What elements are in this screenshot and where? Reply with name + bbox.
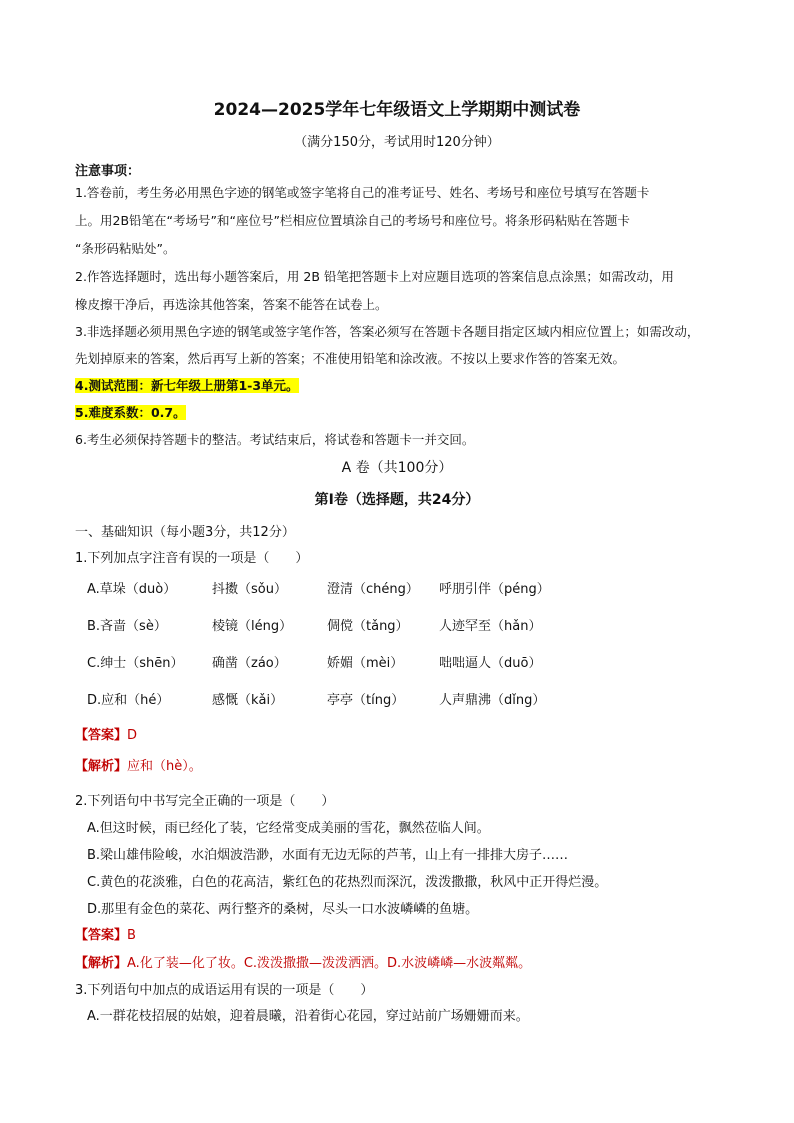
- option-item: A.草垛（duò）: [87, 582, 177, 597]
- note-1-line-2: 上。用2B铅笔在“考场号”和“座位号”栏相应位置填涂自己的考场号和座位号。将条形码粘贴在答题卡: [75, 213, 630, 228]
- note-1-line-3: “条形码粘贴处”。: [75, 241, 176, 256]
- option-item: 呼朋引伴（péng）: [439, 582, 550, 597]
- question-2-analysis: [75, 952, 531, 971]
- question-2-option-a: A.但这时候，雨已经化了装，它经常变成美丽的雪花，飘然莅临人间。: [87, 821, 490, 836]
- option-item: D.应和（hé）: [87, 693, 170, 708]
- note-6: 6.考生必须保持答题卡的整洁。考试结束后，将试卷和答题卡一并交回。: [75, 432, 475, 447]
- question-2-option-b: B.梁山雄伟险峻，水泊烟波浩渺，水面有无边无际的芦苇，山上有一排排大房子……: [87, 848, 569, 863]
- option-item: 人声鼎沸（dǐng）: [439, 693, 546, 708]
- note-3-line-2: 先划掉原来的答案，然后再写上新的答案；不准使用铅笔和涂改液。不按以上要求作答的答案无效。: [75, 351, 626, 366]
- answer-tag: 【答案】: [75, 928, 128, 943]
- note-1-line-1: 1.答卷前，考生务必用黑色字迹的钢笔或签字笔将自己的准考证号、姓名、考场号和座位号填写在答题卡: [75, 185, 650, 200]
- section-1-heading: 一、基础知识（每小题3分，共12分）: [75, 525, 295, 540]
- option-item: 澄清（chéng）: [327, 582, 419, 597]
- analysis-tag: 【解析】: [75, 956, 128, 971]
- volume-a-heading: A 卷（共100分）: [341, 460, 453, 476]
- note-4-wrap: [75, 372, 723, 400]
- analysis-tag: 【解析】: [75, 759, 128, 774]
- question-1-analysis: [75, 755, 202, 774]
- option-item: 感慨（kǎi）: [212, 693, 284, 708]
- answer-tag: 【答案】: [75, 728, 128, 743]
- option-item: 棱镜（léng）: [212, 619, 293, 634]
- note-2-line-2: 橡皮擦干净后，再选涂其他答案，答案不能答在试卷上。: [75, 297, 388, 312]
- option-item: 咄咄逼人（duō）: [439, 656, 542, 671]
- question-2-option-c: C.黄色的花淡雅，白色的花高洁，紫红色的花热烈而深沉，泼泼撒撒，秋风中正开得烂漫。: [87, 875, 608, 890]
- notes-heading: 注意事项：: [75, 164, 141, 179]
- answer-value: D: [127, 728, 138, 743]
- question-2-answer: [75, 924, 136, 943]
- option-item: 亭亭（tíng）: [327, 693, 405, 708]
- question-3-option-a: A.一群花枝招展的姑娘，迎着晨曦，沿着街心花园，穿过站前广场姗姗而来。: [87, 1009, 529, 1024]
- question-3-stem: 3.下列语句中加点的成语运用有误的一项是（ ）: [75, 983, 374, 998]
- analysis-text: A.化了装—化了妆。C.泼泼撒撒—泼泼洒洒。D.水波嶙嶙—水波粼粼。: [127, 956, 532, 971]
- part-1-heading: 第Ⅰ卷（选择题，共24分）: [314, 492, 480, 508]
- option-item: C.绅士（shēn）: [87, 656, 184, 671]
- note-4-highlight: 4.测试范围：新七年级上册第1-3单元。: [75, 378, 299, 393]
- option-item: 确凿（záo）: [212, 656, 287, 671]
- note-2-line-1: 2.作答选择题时，选出每小题答案后，用 2B 铅笔把答题卡上对应题目选项的答案信息点涂黑；如需改动，用: [75, 269, 674, 284]
- exam-subtitle: （满分150分，考试用时120分钟）: [294, 135, 500, 150]
- question-2-option-d: D.那里有金色的菜花、两行整齐的桑树，尽头一口水波嶙嶙的鱼塘。: [87, 902, 479, 917]
- analysis-text: 应和（hè）。: [127, 759, 202, 774]
- answer-value: B: [127, 928, 136, 943]
- option-item: 抖擞（sǒu）: [212, 582, 287, 597]
- option-item: 倜傥（tǎng）: [327, 619, 409, 634]
- question-1-stem: 1.下列加点字注音有误的一项是（ ）: [75, 551, 309, 566]
- question-1-answer: [75, 724, 137, 743]
- option-item: 娇媚（mèi）: [327, 656, 404, 671]
- note-3-line-1: 3.非选择题必须用黑色字迹的钢笔或签字笔作答，答案必须写在答题卡各题目指定区域内相应位置上；如需改动，: [75, 324, 700, 339]
- exam-title: 2024—2025学年七年级语文上学期期中测试卷: [213, 100, 581, 120]
- option-item: B.吝啬（sè）: [87, 619, 167, 634]
- note-5-wrap: [75, 399, 723, 427]
- note-5-highlight: 5.难度系数：0.7。: [75, 405, 186, 420]
- question-2-stem: 2.下列语句中书写完全正确的一项是（ ）: [75, 794, 335, 809]
- option-item: 人迹罕至（hǎn）: [439, 619, 542, 634]
